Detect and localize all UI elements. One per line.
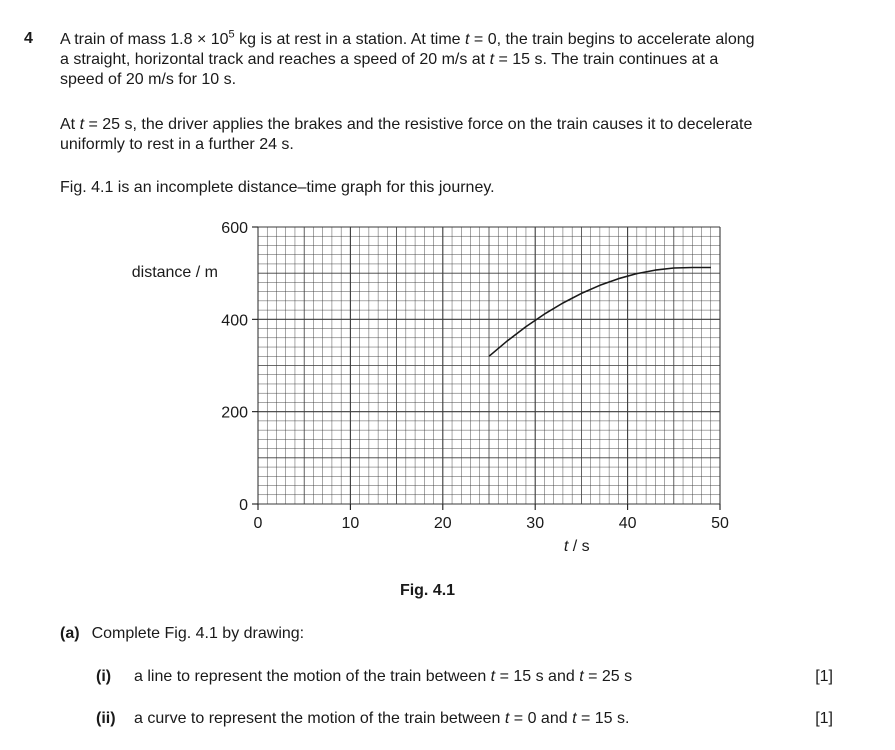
y-axis-label: distance / m <box>131 264 218 281</box>
y-tick-label: 0 <box>239 497 248 514</box>
figure-intro: Fig. 4.1 is an incomplete distance–time graph for this journey. <box>60 179 495 196</box>
part-a-i: (i) a line to represent the motion of the train between t = 15 s and t = 25 s <box>96 668 633 685</box>
x-tick-label: 50 <box>711 515 729 532</box>
question-number: 4 <box>24 30 33 47</box>
question-intro: A train of mass $1.8 \times 10^5$ kg is at rest in a station. At time t = 0, the train begins to accelerate along a straight, horizontal track and reaches a speed of 20 m/s at t = 15 s. The train continues at a speed of 20 m/s for 10 s. <box>60 28 755 88</box>
marks-i: [1] <box>815 668 833 685</box>
x-tick-label: 10 <box>341 515 360 532</box>
x-axis-label: t / s <box>563 538 590 555</box>
x-tick-label: 40 <box>618 515 637 532</box>
part-a-ii: (ii) a curve to represent the motion of the train between t = 0 and t = 15 s. <box>96 710 630 727</box>
x-tick-label: 30 <box>526 515 545 532</box>
x-tick-label: 20 <box>433 515 452 532</box>
y-tick-label: 600 <box>221 220 248 237</box>
y-tick-label: 200 <box>221 404 248 422</box>
marks-ii: [1] <box>815 710 833 727</box>
figure-caption: Fig. 4.1 <box>399 582 456 599</box>
y-tick-label: 400 <box>221 312 248 330</box>
braking-paragraph: At t = 25 s, the driver applies the brakes and the resistive force on the train causes it to decelerate uniformly to rest in a further 24 s. <box>60 116 753 153</box>
x-tick-label: 0 <box>253 515 263 532</box>
part-a: (a) Complete Fig. 4.1 by drawing: <box>60 625 305 642</box>
